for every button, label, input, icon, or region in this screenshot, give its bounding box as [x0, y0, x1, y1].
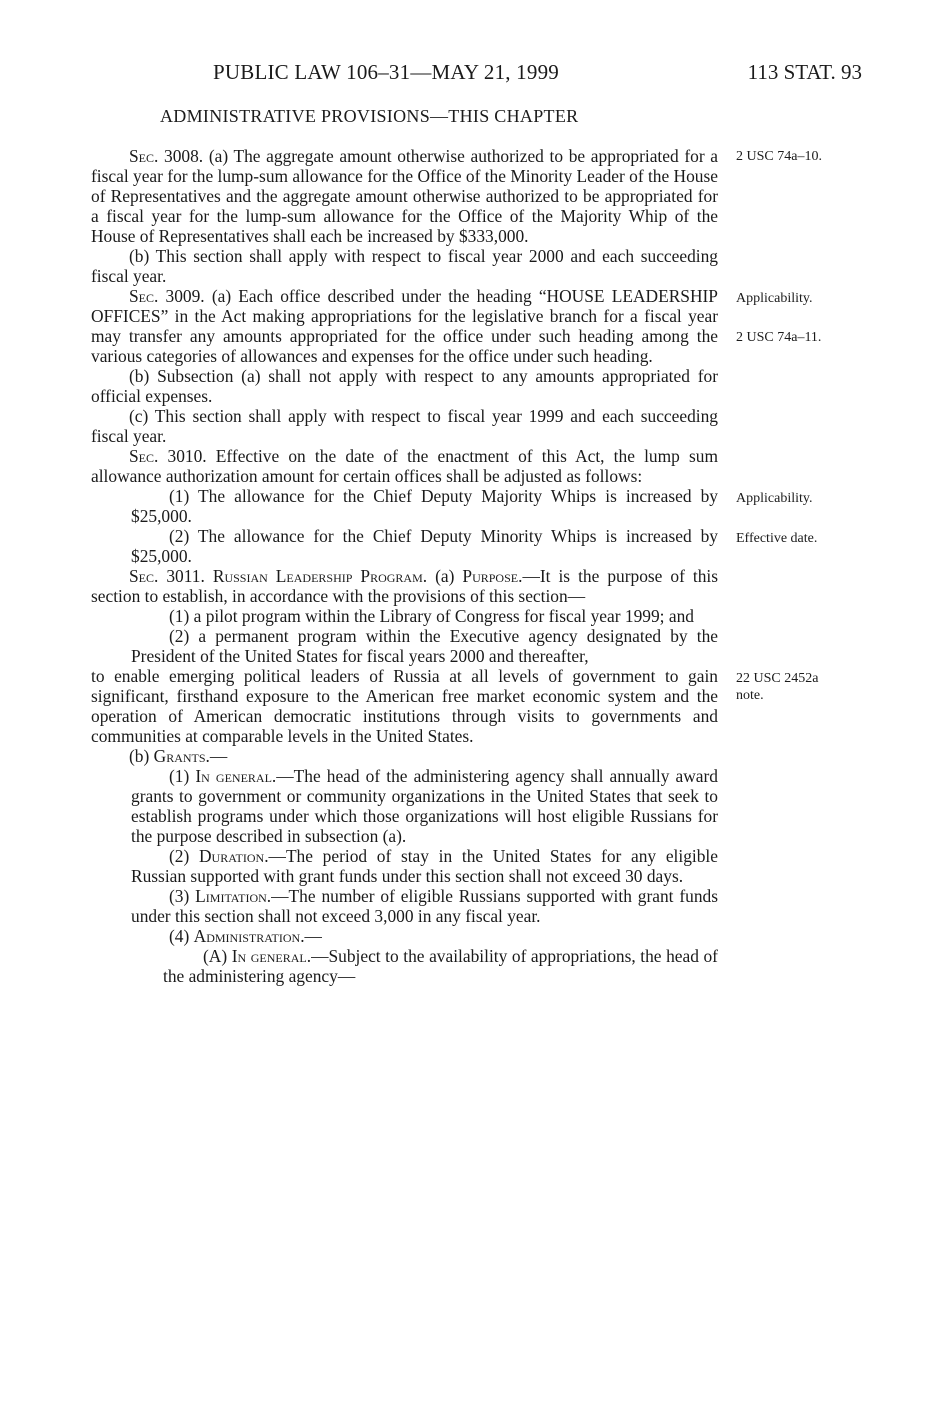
- margin-note-citation: 2 USC 74a–10.: [736, 149, 822, 164]
- section-label: Sec. 3010.: [129, 446, 207, 466]
- section-label: Sec. 3011.: [129, 566, 205, 586]
- paragraph-label: In general.: [195, 766, 277, 786]
- paragraph-text: —The head of the administering agency shall annually award grants to government or community organizations in the United States that seek to establish programs under which those organizations will host eligible Russians for the purpose described in subsection (a).: [131, 766, 718, 846]
- paragraph-sec-3011-b-4: [91, 926, 718, 946]
- paragraph-sec-3011-b-3: [91, 886, 718, 926]
- paragraph-label: In general.: [231, 946, 312, 966]
- paragraph-sec-3009-a: [91, 286, 718, 366]
- paragraph-sec-3011-b-1: [91, 766, 718, 846]
- margin-note-effective-date: Effective date.: [736, 531, 818, 546]
- paragraph-text: (4): [169, 926, 194, 946]
- paragraph-label: Duration.: [198, 846, 269, 866]
- paragraph-text: —: [209, 746, 228, 766]
- paragraph-sec-3010-1: (1) The allowance for the Chief Deputy Majority Whips is increased by $25,000.: [131, 486, 718, 526]
- paragraph-sec-3011-a-tail: to enable emerging political leaders of Russia at all levels of government to gain significant, firsthand exposure to the American free market economic system and the operation of American democratic institutions through visits to governments and communities at comparable levels in the United States.: [91, 666, 718, 746]
- paragraph-text: (A): [203, 946, 232, 966]
- subsection-label: Purpose.: [462, 566, 523, 586]
- section-label: Sec. 3009.: [129, 286, 205, 306]
- paragraph-text: (b): [129, 746, 154, 766]
- section-heading: ADMINISTRATIVE PROVISIONS—THIS CHAPTER: [160, 106, 579, 126]
- paragraph-label: Limitation.: [195, 886, 272, 906]
- paragraph-text: (1): [169, 766, 196, 786]
- margin-note-applicability: Applicability.: [736, 491, 813, 506]
- paragraph-text: —: [304, 926, 322, 946]
- section-title: Russian Leadership Program.: [212, 566, 428, 586]
- margin-note-citation: 2 USC 74a–11.: [736, 330, 822, 345]
- paragraph-sec-3011-b-2: [91, 846, 718, 886]
- paragraph-sec-3010-2: (2) The allowance for the Chief Deputy Minority Whips is increased by $25,000.: [131, 526, 718, 566]
- paragraph-text: (3): [169, 886, 196, 906]
- running-head: PUBLIC LAW 106–31—MAY 21, 1999: [213, 60, 559, 84]
- paragraph-text: (a) The aggregate amount otherwise authorized to be appropriated for a fiscal year for the lump-sum allowance for the Office of the Minority Leader of the House of Representatives and the aggregate amount otherwise authorized to be appropriated for a fiscal year for the lump-sum allowance for the Office of the Majority Whip of the House of Representatives shall each be increased by $333,000.: [91, 146, 718, 246]
- paragraph-text: —The number of eligible Russians supported with grant funds under this section shall not exceed 3,000 in any fiscal year.: [131, 886, 718, 926]
- paragraph-text: —Subject to the availability of appropriations, the head of the administering agency—: [163, 946, 718, 986]
- paragraph-sec-3011-b: [91, 746, 718, 766]
- paragraph-sec-3009-c: (c) This section shall apply with respect to fiscal year 1999 and each succeeding fiscal year.: [91, 406, 718, 446]
- margin-note-line: 22 USC 2452a: [736, 671, 819, 686]
- margin-note-line: note.: [736, 688, 764, 703]
- paragraph-label: Administration.: [193, 926, 305, 946]
- paragraph-sec-3009-b: (b) Subsection (a) shall not apply with respect to any amounts appropriated for official expenses.: [91, 366, 718, 406]
- section-label: Sec. 3008.: [129, 146, 204, 166]
- paragraph-text: (2): [169, 846, 199, 866]
- paragraph-sec-3008-b: (b) This section shall apply with respect to fiscal year 2000 and each succeeding fiscal year.: [91, 246, 718, 286]
- paragraph-text: (a): [427, 566, 463, 586]
- page-number: 113 STAT. 93: [747, 60, 862, 84]
- paragraph-text: —It is the purpose of this section to establish, in accordance with the provisions of this section—: [91, 566, 718, 606]
- paragraph-sec-3011-b-4-A: [91, 946, 718, 986]
- margin-note-citation: [736, 670, 818, 704]
- statute-body: [91, 146, 718, 986]
- paragraph-sec-3011-a: [91, 566, 718, 606]
- subsection-label: Grants.: [153, 746, 210, 766]
- margin-note-applicability: Applicability.: [736, 291, 813, 306]
- paragraph-sec-3010: [91, 446, 718, 486]
- paragraph-sec-3011-a-1: (1) a pilot program within the Library of Congress for fiscal year 1999; and: [169, 606, 694, 626]
- paragraph-text: —The period of stay in the United States for any eligible Russian supported with grant funds under this section shall not exceed 30 days.: [131, 846, 718, 886]
- paragraph-text: (a) Each office described under the heading “HOUSE LEADERSHIP OFFICES” in the Act making appropriations for the legislative branch for a fiscal year may transfer any amounts appropriated for the office under such heading among the various categories of allowances and expenses for the office under such heading.: [91, 286, 718, 366]
- paragraph-sec-3008-a: [91, 146, 718, 246]
- paragraph-text: Effective on the date of the enactment of this Act, the lump sum allowance authorization amount for certain offices shall be adjusted as follows:: [91, 446, 718, 486]
- paragraph-sec-3011-a-2: (2) a permanent program within the Executive agency designated by the President of the United States for fiscal years 2000 and thereafter,: [131, 626, 718, 666]
